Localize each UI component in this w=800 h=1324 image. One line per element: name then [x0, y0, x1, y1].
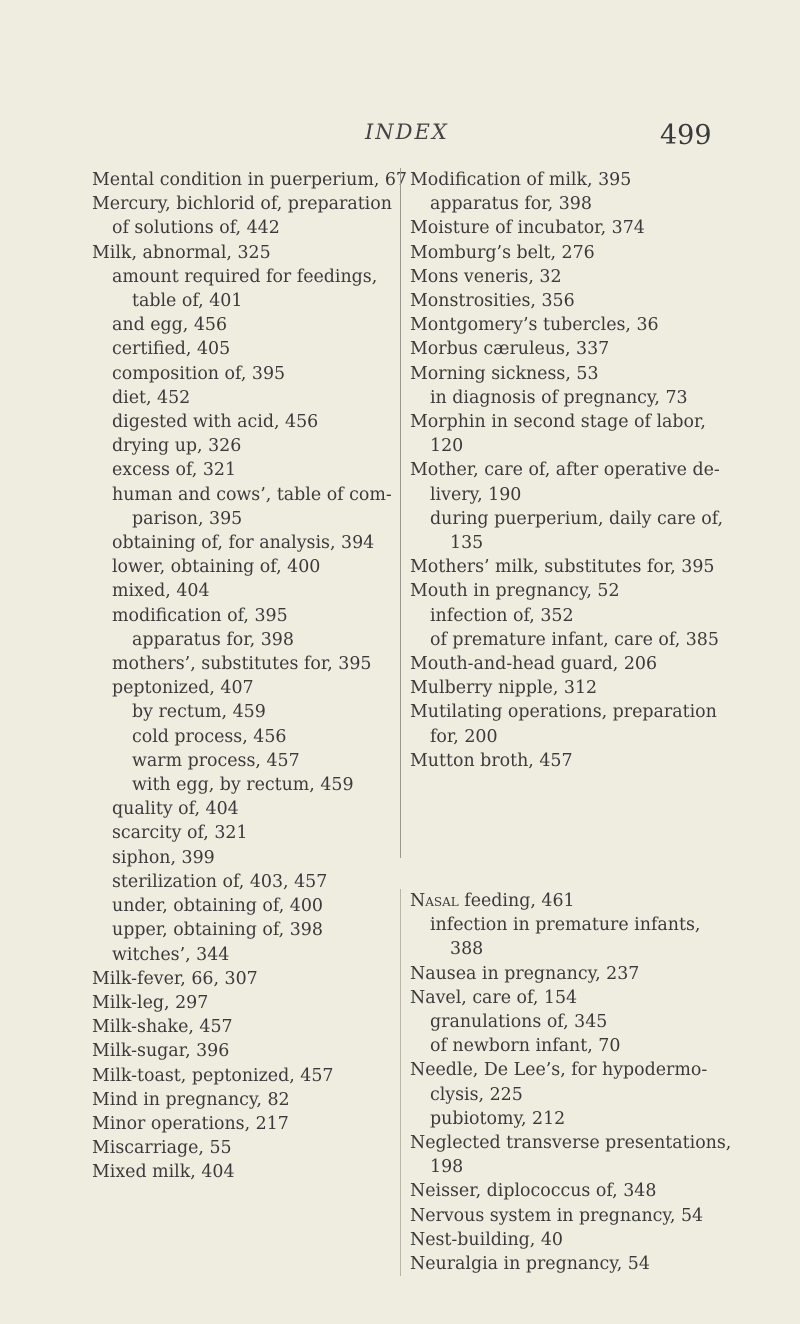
index-entry	[410, 913, 722, 961]
index-entry-line: Morning sickness, 53	[410, 363, 599, 384]
index-entry-line: Mulberry nipple, 312	[410, 678, 598, 699]
index-entry-line: under, obtaining of, 400	[112, 896, 323, 917]
index-entry	[410, 313, 722, 337]
index-entry-line: Mouth in pregnancy, 52	[410, 581, 620, 602]
index-entry-continuation: 135	[450, 533, 484, 554]
index-entry-line: Neisser, diplococcus of, 348	[410, 1181, 657, 1202]
index-entry-line: Minor operations, 217	[92, 1113, 289, 1134]
index-entry	[92, 337, 392, 361]
index-entry-continuation: for, 200	[430, 726, 498, 747]
index-entry	[92, 531, 392, 555]
index-entry	[410, 1131, 732, 1179]
index-entry	[92, 749, 392, 773]
index-entry-line: Nasal feeding, 461	[410, 891, 575, 911]
index-entry-line: Miscarriage, 55	[92, 1138, 232, 1159]
index-entry-line: Montgomery’s tubercles, 36	[410, 315, 659, 336]
index-entry	[410, 386, 722, 410]
index-entry	[92, 604, 392, 628]
index-entry-line: cold process, 456	[132, 726, 287, 747]
index-entry-line: Mind in pregnancy, 82	[92, 1089, 290, 1110]
index-entry-continuation: clysis, 225	[430, 1084, 523, 1105]
index-entry-line: digested with acid, 456	[112, 412, 319, 433]
index-entry-line: Milk-leg, 297	[92, 992, 209, 1013]
index-entry	[92, 1136, 392, 1160]
index-entry-line: scarcity of, 321	[112, 823, 248, 844]
index-entry	[92, 192, 392, 240]
index-entry	[92, 991, 392, 1015]
index-entry-continuation: parison, 395	[132, 508, 243, 529]
index-entry	[92, 918, 392, 942]
index-entry-line: Monstrosities, 356	[410, 291, 575, 312]
index-column-right-n	[400, 889, 732, 1276]
index-entry-line: Morbus cæruleus, 337	[410, 339, 610, 360]
index-entry-line: Neuralgia in pregnancy, 54	[410, 1254, 650, 1275]
index-entry-line: peptonized, 407	[112, 678, 254, 699]
index-entry-line: infection of, 352	[430, 605, 574, 626]
index-entry-line: Morphin in second stage of labor,	[410, 412, 706, 433]
index-entry	[410, 337, 722, 361]
index-entry	[410, 168, 722, 192]
index-entry	[92, 846, 392, 870]
index-entry	[92, 943, 392, 967]
index-entry	[92, 458, 392, 482]
index-entry-line: Neglected transverse presentations,	[410, 1133, 732, 1154]
index-entry-continuation: 120	[430, 436, 464, 457]
index-entry-continuation: livery, 190	[430, 484, 522, 505]
index-entry	[410, 1107, 722, 1131]
index-entry	[92, 821, 392, 845]
index-entry-line: Milk-toast, peptonized, 457	[92, 1065, 334, 1086]
index-entry-line: by rectum, 459	[132, 702, 266, 723]
index-entry-line: Mixed milk, 404	[92, 1162, 235, 1183]
index-entry	[92, 1112, 392, 1136]
index-entry	[410, 1179, 722, 1203]
index-entry-line: mixed, 404	[112, 581, 210, 602]
index-entry	[410, 192, 722, 216]
index-entry-line: mothers’, substitutes for, 395	[112, 654, 372, 675]
index-entry-line: during puerperium, daily care of,	[430, 508, 724, 529]
index-entry	[92, 700, 392, 724]
index-entry-line: apparatus for, 398	[430, 194, 592, 215]
index-entry	[92, 676, 392, 700]
index-entry	[92, 434, 392, 458]
index-entry	[92, 870, 392, 894]
index-entry-line: human and cows’, table of com-	[112, 484, 392, 505]
index-entry-line: Mother, care of, after operative de-	[410, 460, 720, 481]
index-entry-line: of newborn infant, 70	[430, 1036, 621, 1057]
index-entry	[92, 362, 392, 386]
index-entry	[92, 386, 392, 410]
index-entry-line: pubiotomy, 212	[430, 1108, 566, 1129]
index-entry-continuation: 388	[450, 939, 484, 960]
index-entry	[410, 1058, 722, 1106]
index-entry	[410, 604, 722, 628]
index-entry-line: infection in premature infants,	[430, 915, 701, 936]
index-entry-line: lower, obtaining of, 400	[112, 557, 321, 578]
index-entry-line: upper, obtaining of, 398	[112, 920, 323, 941]
index-entry	[410, 579, 722, 603]
index-entry	[410, 986, 722, 1010]
index-entry	[92, 1064, 392, 1088]
index-entry	[92, 483, 392, 531]
index-entry-line: Milk-fever, 66, 307	[92, 968, 258, 989]
index-entry	[92, 725, 392, 749]
index-entry	[92, 410, 392, 434]
index-entry-line: sterilization of, 403, 457	[112, 871, 328, 892]
index-entry	[410, 700, 722, 748]
index-column-right-m	[400, 168, 722, 858]
index-entry-line: diet, 452	[112, 387, 191, 408]
index-entry	[410, 749, 722, 773]
index-entry-line: Milk, abnormal, 325	[92, 242, 271, 263]
index-entry	[92, 168, 408, 192]
index-entry	[410, 1204, 722, 1228]
index-entry	[92, 313, 392, 337]
page-number: 499	[660, 120, 712, 151]
index-entry-line: Nausea in pregnancy, 237	[410, 963, 640, 984]
index-entry-line: excess of, 321	[112, 460, 237, 481]
index-entry-line: and egg, 456	[112, 315, 228, 336]
index-entry	[410, 628, 722, 652]
index-entry-line: amount required for feedings,	[112, 266, 378, 287]
index-entry	[92, 967, 392, 991]
index-entry-continuation: 198	[430, 1157, 464, 1178]
index-entry-line: in diagnosis of pregnancy, 73	[430, 387, 688, 408]
index-entry-line: witches’, 344	[112, 944, 230, 965]
index-entry	[92, 1088, 392, 1112]
index-entry-line: composition of, 395	[112, 363, 286, 384]
index-entry-line: Mutilating operations, preparation	[410, 702, 717, 723]
index-entry	[92, 628, 392, 652]
index-entry	[410, 289, 722, 313]
index-entry-continuation: table of, 401	[132, 291, 243, 312]
index-entry	[410, 458, 722, 506]
index-entry	[92, 555, 392, 579]
index-entry-line: Mouth-and-head guard, 206	[410, 654, 658, 675]
index-entry-line: obtaining of, for analysis, 394	[112, 533, 375, 554]
index-entry	[410, 1252, 722, 1276]
index-entry-line: Needle, De Lee’s, for hypodermo-	[410, 1060, 708, 1081]
index-entry-line: Nervous system in pregnancy, 54	[410, 1205, 704, 1226]
index-entry-line: of premature infant, care of, 385	[430, 629, 719, 650]
index-entry-line: Nest-building, 40	[410, 1229, 563, 1250]
index-entry	[410, 265, 722, 289]
index-entry-line: Milk-sugar, 396	[92, 1041, 230, 1062]
index-column-left	[92, 168, 408, 1185]
index-entry	[410, 676, 722, 700]
index-entry	[410, 962, 722, 986]
index-entry	[410, 1010, 722, 1034]
index-entry-continuation: of solutions of, 442	[112, 218, 280, 239]
index-entry	[92, 241, 392, 265]
index-entry	[92, 1039, 392, 1063]
index-entry	[410, 410, 722, 458]
index-entry	[410, 1034, 722, 1058]
index-entry-line: quality of, 404	[112, 799, 239, 820]
running-title: INDEX	[365, 120, 449, 144]
index-entry	[92, 773, 392, 797]
index-entry-line: Mons veneris, 32	[410, 266, 562, 287]
index-entry	[410, 507, 722, 555]
index-entry	[92, 1015, 392, 1039]
index-entry	[92, 265, 392, 313]
index-entry	[410, 241, 722, 265]
index-entry-line: modification of, 395	[112, 605, 288, 626]
index-entry-line: Momburg’s belt, 276	[410, 242, 595, 263]
index-entry	[92, 652, 392, 676]
index-entry	[92, 797, 392, 821]
index-entry-line: apparatus for, 398	[132, 629, 294, 650]
index-entry-line: certified, 405	[112, 339, 231, 360]
index-entry-line: Mercury, bichlorid of, preparation	[92, 194, 392, 215]
index-entry-line: Milk-shake, 457	[92, 1017, 233, 1038]
index-entry	[410, 889, 722, 913]
index-entry-line: Moisture of incubator, 374	[410, 218, 645, 239]
index-entry-line: Modification of milk, 395	[410, 170, 632, 190]
index-entry-line: Navel, care of, 154	[410, 987, 578, 1008]
index-entry	[92, 894, 392, 918]
index-entry-line: Mutton broth, 457	[410, 750, 573, 771]
index-entry-line: Mothers’ milk, substitutes for, 395	[410, 557, 715, 578]
index-entry-line: siphon, 399	[112, 847, 215, 868]
index-entry	[92, 1160, 392, 1184]
index-entry-line: granulations of, 345	[430, 1012, 608, 1033]
index-entry	[410, 216, 722, 240]
index-entry	[410, 362, 722, 386]
index-entry	[410, 555, 722, 579]
index-entry	[92, 579, 392, 603]
index-entry-line: Mental condition in puerperium, 67	[92, 170, 408, 190]
index-entry-line: drying up, 326	[112, 436, 242, 457]
index-entry	[410, 1228, 722, 1252]
index-entry-line: warm process, 457	[132, 750, 300, 771]
index-entry	[410, 652, 722, 676]
index-entry-line: with egg, by rectum, 459	[132, 775, 354, 796]
